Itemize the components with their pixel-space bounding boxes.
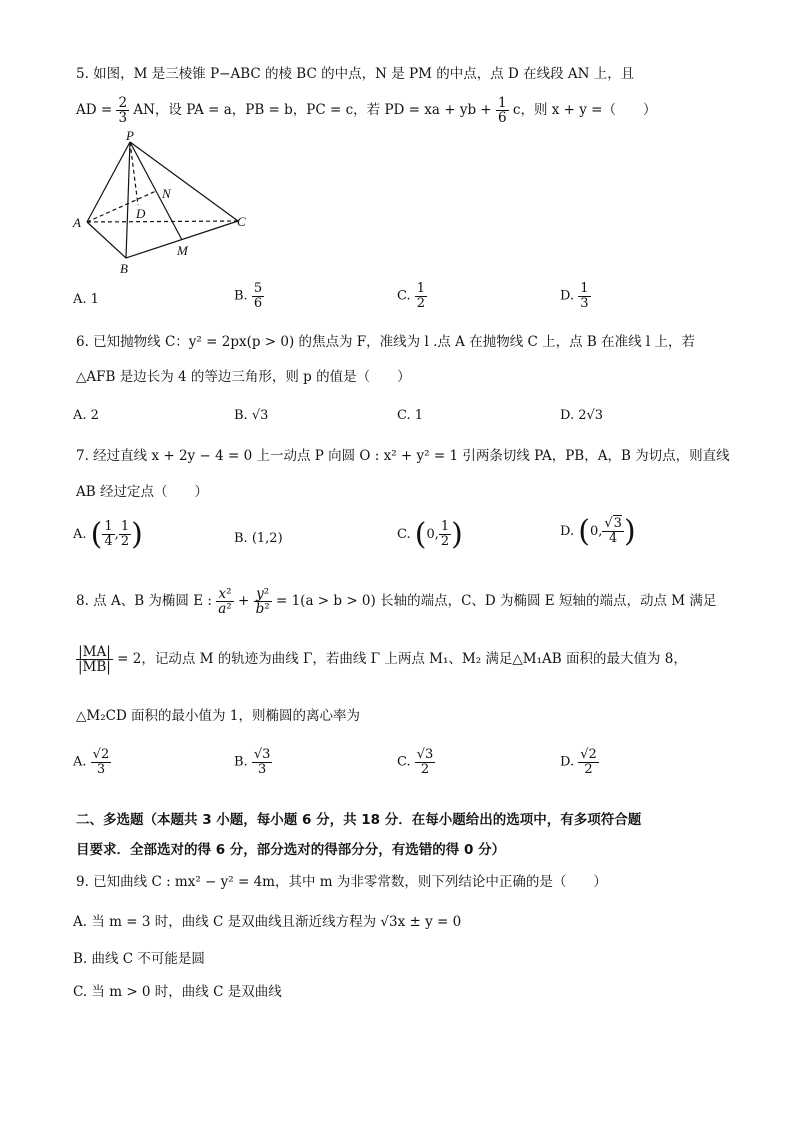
q8-option-b: B. $\frac{√3}{3}$: [234, 747, 271, 777]
q8-line2: $\frac{|MA|}{|MB|}$ = 2，记动点 M 的轨迹为曲线 Γ，若曲线 Γ 上两点 M₁、M₂ 满足△M₁AB 面积的最大值为 8，: [78, 644, 687, 676]
q5-line2-a: AD =: [76, 102, 113, 119]
q6-option-a: A. 2: [73, 408, 99, 423]
edge-pm: [130, 142, 182, 240]
q7-option-d: D. (0, $\frac{√3}{4}$ ): [560, 514, 636, 549]
q5-line2-b: AN，设 PA = a，PB = b，PC = c，若 PD = xa + yb +: [133, 102, 492, 119]
q8-line1: 8. 点 A、B 为椭圆 E : $\frac{\text{x²}}{\text{a²}}$ + $\frac{\text{y²}}{\text{b²}}$ = 1(a > b > 0) 长轴的端点，C、D 为椭圆 E 短轴的端点，动点 M 满足: [76, 586, 717, 618]
label-m: M: [177, 243, 188, 258]
q8-line3: △M₂CD 面积的最小值为 1，则椭圆的离心率为: [76, 708, 360, 724]
section2-heading-line1: 二、多选题（本题共 3 小题，每小题 6 分，共 18 分．在每小题给出的选项中，有多项符合题: [76, 812, 642, 828]
label-p: P: [126, 130, 134, 143]
q5-line2-c: c，则 x + y =（ ）: [512, 102, 657, 119]
label-b: B: [120, 261, 128, 276]
label-d: D: [136, 206, 146, 221]
q5-frac-2-3: $\frac{2}{3}$: [118, 95, 128, 127]
q8-option-c: C. $\frac{√3}{2}$: [397, 747, 434, 777]
q5-option-b: B. $\frac{5}{6}$: [234, 281, 263, 311]
q5-tetrahedron-figure: [70, 130, 270, 280]
q6-option-d: D. 2√3: [560, 408, 604, 423]
q5-option-c: C. $\frac{1}{2}$: [397, 281, 426, 311]
edge-ac-hidden: [87, 221, 238, 222]
q6-line2: △AFB 是边长为 4 的等边三角形，则 p 的值是（ ）: [76, 369, 411, 385]
q5-option-a: A. 1: [73, 292, 99, 307]
q7-line2: AB 经过定点（ ）: [76, 484, 208, 500]
section2-heading-line2: 目要求．全部选对的得 6 分，部分选对的得部分分，有选错的得 0 分）: [76, 842, 506, 858]
q8-option-a: A. $\frac{√2}{3}$: [73, 747, 110, 777]
q9-option-c: C. 当 m > 0 时，曲线 C 是双曲线: [73, 984, 282, 1000]
edge-pa: [87, 142, 130, 222]
q5-option-d: D. $\frac{1}{3}$: [560, 281, 589, 311]
edge-an-hidden: [87, 191, 156, 222]
label-n: N: [162, 186, 171, 201]
q9-option-a: A. 当 m = 3 时，曲线 C 是双曲线且渐近线方程为 √3x ± y = 0: [73, 914, 462, 930]
q8-ratio-fraction: $\frac{|MA|}{|MB|}$: [78, 644, 111, 676]
q9-line1: 9. 已知曲线 C : mx² − y² = 4m，其中 m 为非零常数，则下列结论中正确的是（ ）: [76, 874, 607, 890]
q5-line1: 5. 如图，M 是三棱锥 P−ABC 的棱 BC 的中点，N 是 PM 的中点，点 D 在线段 AN 上，且: [76, 66, 635, 82]
edge-pd-hidden: [130, 142, 138, 205]
edge-ab: [87, 222, 126, 258]
q8-option-d: D. $\frac{√2}{2}$: [560, 747, 597, 777]
q6-option-b: B. √3: [234, 408, 269, 423]
q5-frac-1-6: $\frac{1}{6}$: [498, 95, 507, 127]
q5-line2: [76, 96, 656, 125]
q7-line1: 7. 经过直线 x + 2y − 4 = 0 上一动点 P 向圆 O : x² + y² = 1 引两条切线 PA，PB，A，B 为切点，则直线: [76, 448, 730, 464]
label-c: C: [237, 214, 246, 229]
q7-option-c: C. (0, $\frac{1}{2}$ ): [397, 517, 463, 552]
q9-option-b: B. 曲线 C 不可能是圆: [73, 951, 205, 967]
q6-line1: 6. 已知抛物线 C：y² = 2px(p > 0) 的焦点为 F，准线为 l .点 A 在抛物线 C 上，点 B 在准线 l 上，若: [76, 334, 696, 350]
edge-pb: [126, 142, 130, 258]
q6-option-c: C. 1: [397, 408, 424, 423]
q7-option-a: A. ( $\frac{1}{4}$ , $\frac{1}{2}$ ): [73, 517, 143, 552]
label-a: A: [73, 215, 81, 230]
edge-pc: [130, 142, 238, 221]
q7-option-b: B. (1,2): [234, 531, 283, 546]
